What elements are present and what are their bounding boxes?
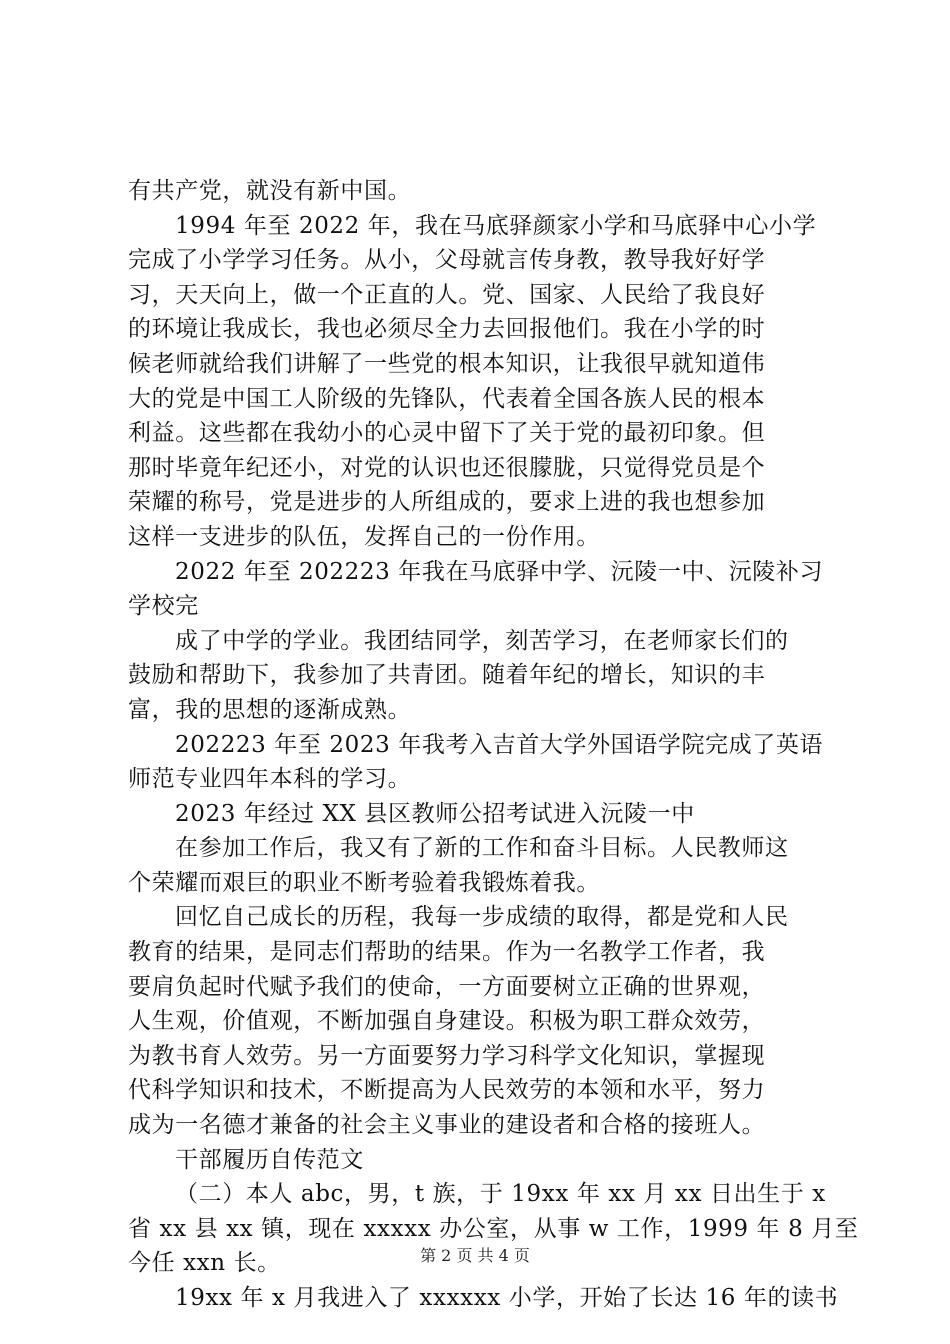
text-line: 要肩负起时代赋予我们的使命，一方面要树立正确的世界观， — [128, 973, 766, 1000]
text-line: 回忆自己成长的历程，我每一步成绩的取得，都是党和人民 — [175, 904, 789, 931]
text-line: 2022 年至 202223 年我在马底驿中学、沅陵一中、沅陵补习 — [175, 558, 824, 585]
text-line: 有共产党，就没有新中国。 — [128, 178, 412, 204]
text-line: 在参加工作后，我又有了新的工作和奋斗目标。人民教师这 — [175, 835, 789, 862]
text-line: 人生观，价值观，不断加强自身建设。积极为职工群众效劳， — [128, 1008, 766, 1035]
text-line: （二）本人 abc，男，t 族，于 19xx 年 xx 月 xx 日出生于 x — [175, 1181, 826, 1208]
text-line: 代科学知识和技术，不断提高为人民效劳的本领和水平，努力 — [128, 1077, 766, 1104]
text-line: 学校完 — [128, 593, 199, 620]
text-line: 成为一名德才兼备的社会主义事业的建设者和合格的接班人。 — [128, 1112, 766, 1139]
text-line: 教育的结果，是同志们帮助的结果。作为一名教学工作者，我 — [128, 939, 766, 966]
text-line: 大的党是中国工人阶级的先锋队，代表着全国各族人民的根本 — [128, 385, 766, 412]
text-line: 这样一支进步的队伍，发挥自己的一份作用。 — [128, 523, 600, 550]
text-line: 省 xx 县 xx 镇，现在 xxxxx 办公室，从事 w 工作，1999 年 8 月至 — [128, 1215, 859, 1242]
text-line: 202223 年至 2023 年我考入吉首大学外国语学院完成了英语 — [175, 731, 824, 758]
text-line: 19xx 年 x 月我进入了 xxxxxx 小学，开始了长达 16 年的读书 — [175, 1285, 839, 1311]
text-line: 为教书育人效劳。另一方面要努力学习科学文化知识，掌握现 — [128, 1042, 766, 1069]
text-line: 利益。这些都在我幼小的心灵中留下了关于党的最初印象。但 — [128, 420, 766, 447]
section-heading: 干部履历自传范文 — [175, 1146, 364, 1173]
text-line: 荣耀的称号，党是进步的人所组成的，要求上进的我也想参加 — [128, 489, 766, 516]
text-line: 今任 xxn 长。 — [128, 1250, 281, 1277]
text-line: 富，我的思想的逐渐成熟。 — [128, 696, 412, 723]
text-line: 2023 年经过 XX 县区教师公招考试进入沅陵一中 — [175, 800, 695, 827]
page-number-footer: 第 2 页 共 4 页 — [420, 1246, 530, 1265]
text-line: 成了中学的学业。我团结同学，刻苦学习，在老师家长们的 — [175, 627, 789, 654]
text-line: 鼓励和帮助下，我参加了共青团。随着年纪的增长，知识的丰 — [128, 662, 766, 689]
document-body — [128, 174, 859, 1316]
text-line: 习，天天向上，做一个正直的人。党、国家、人民给了我良好 — [128, 281, 766, 308]
text-line: 完成了小学学习任务。从小，父母就言传身教，教导我好好学 — [128, 247, 766, 274]
text-line: 那时毕竟年纪还小，对党的认识也还很朦胧，只觉得党员是个 — [128, 454, 766, 481]
text-line: 师范专业四年本科的学习。 — [128, 766, 412, 793]
text-line: 个荣耀而艰巨的职业不断考验着我锻炼着我。 — [128, 869, 600, 896]
text-line: 候老师就给我们讲解了一些党的根本知识，让我很早就知道伟 — [128, 350, 766, 377]
text-line: 的环境让我成长，我也必须尽全力去回报他们。我在小学的时 — [128, 316, 766, 343]
text-line: 1994 年至 2022 年，我在马底驿颜家小学和马底驿中心小学 — [175, 212, 817, 239]
